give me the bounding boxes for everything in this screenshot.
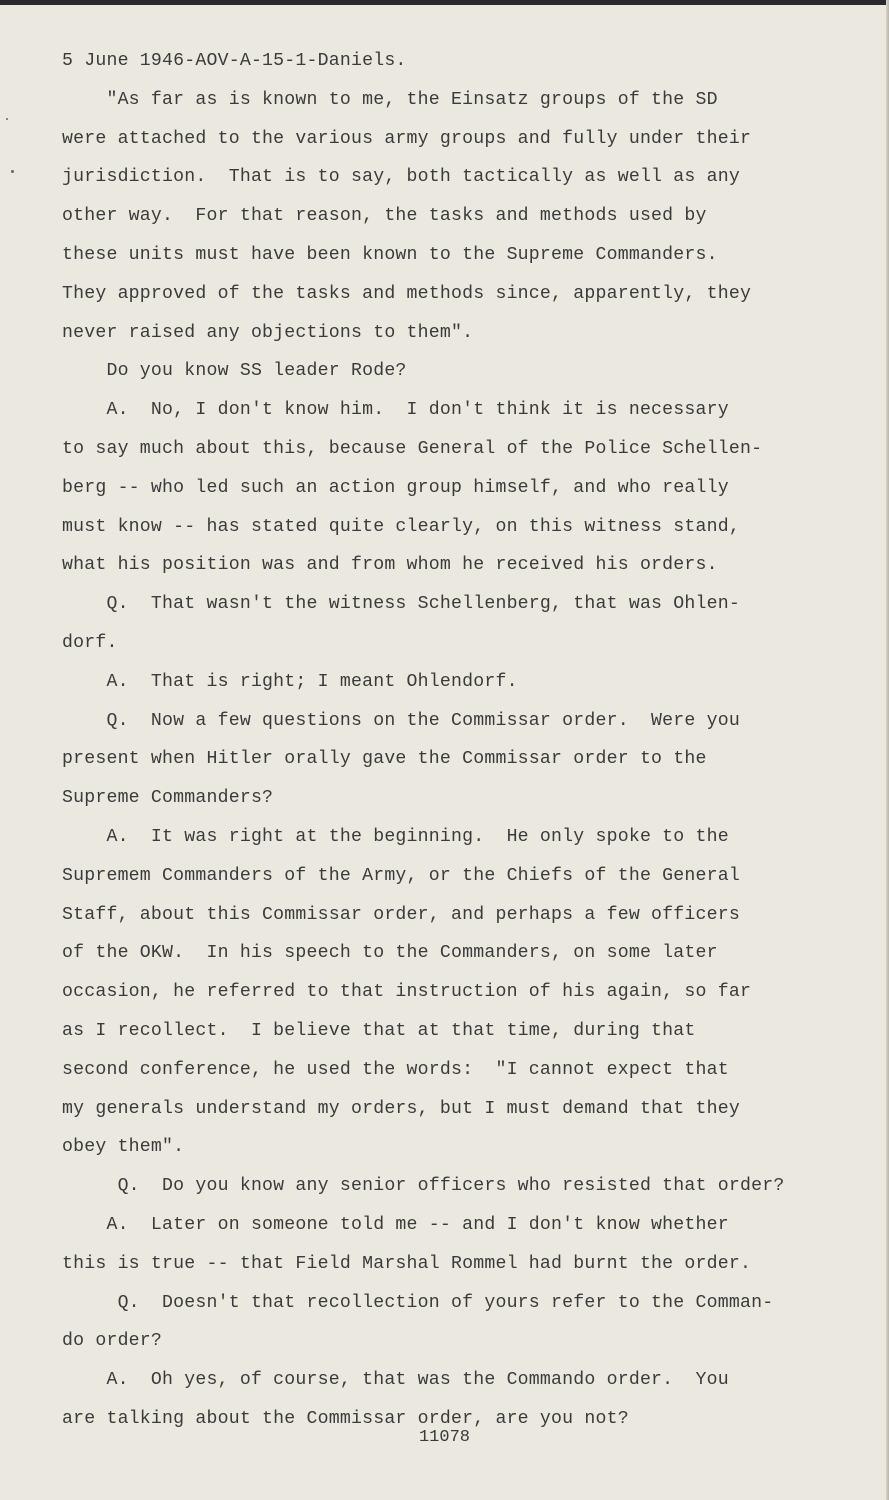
transcript-line: Staff, about this Commissar order, and perhaps a few officers	[62, 904, 740, 925]
transcript-line: dorf.	[62, 632, 118, 653]
transcript-line: occasion, he referred to that instruction of his again, so far	[62, 982, 752, 1003]
transcript-line: were attached to the various army groups and fully under their	[62, 128, 752, 149]
transcript-line: Q. Now a few questions on the Commissar order. Were you	[62, 710, 740, 731]
page-number: 11078	[418, 1428, 470, 1447]
transcript-line: They approved of the tasks and methods since, apparently, they	[62, 283, 752, 304]
transcript-line: Q. Do you know any senior officers who resisted that order?	[62, 1176, 785, 1197]
transcript-line: A. It was right at the beginning. He only spoke to the	[62, 826, 729, 847]
transcript-line: to say much about this, because General of the Police Schellen-	[62, 438, 763, 459]
transcript-line: never raised any objections to them".	[62, 322, 474, 343]
transcript-line: do order?	[62, 1331, 163, 1352]
transcript-line: must know -- has stated quite clearly, on this witness stand,	[62, 516, 740, 537]
transcript-line: Supreme Commanders?	[62, 788, 274, 809]
transcript-line: as I recollect. I believe that at that time, during that	[62, 1020, 696, 1041]
transcript-line: A. No, I don't know him. I don't think it is necessary	[62, 400, 729, 421]
transcript-line: obey them".	[62, 1137, 185, 1158]
transcript-line: of the OKW. In his speech to the Commanders, on some later	[62, 943, 718, 964]
transcript-line: present when Hitler orally gave the Commissar order to the	[62, 749, 707, 770]
transcript-line: berg -- who led such an action group himself, and who really	[62, 477, 729, 498]
transcript-line: Q. That wasn't the witness Schellenberg, that was Ohlen-	[62, 594, 740, 615]
transcript-line: these units must have been known to the Supreme Commanders.	[62, 244, 718, 265]
transcript-body	[62, 42, 862, 1439]
margin-mark	[6, 118, 8, 120]
transcript-line: other way. For that reason, the tasks and methods used by	[62, 206, 707, 227]
transcript-line: A. Later on someone told me -- and I don't know whether	[62, 1214, 729, 1235]
transcript-line: jurisdiction. That is to say, both tactically as well as any	[62, 167, 740, 188]
page-top-edge	[0, 0, 889, 5]
transcript-line: A. Oh yes, of course, that was the Commando order. You	[62, 1370, 729, 1391]
transcript-line: my generals understand my orders, but I must demand that they	[62, 1098, 740, 1119]
transcript-line: A. That is right; I meant Ohlendorf.	[62, 671, 518, 692]
transcript-line: Supremem Commanders of the Army, or the Chiefs of the General	[62, 865, 740, 886]
margin-mark	[11, 170, 14, 173]
transcript-line: Q. Doesn't that recollection of yours refer to the Comman-	[62, 1292, 774, 1313]
transcript-line: Do you know SS leader Rode?	[62, 361, 407, 382]
transcript-line: second conference, he used the words: "I cannot expect that	[62, 1059, 729, 1080]
transcript-line: "As far as is known to me, the Einsatz groups of the SD	[62, 89, 718, 110]
transcript-line: are talking about the Commissar order, are you not?	[62, 1408, 629, 1429]
transcript-line: this is true -- that Field Marshal Rommel had burnt the order.	[62, 1253, 752, 1274]
transcript-line: what his position was and from whom he received his orders.	[62, 555, 718, 576]
transcript-line: 5 June 1946-AOV-A-15-1-Daniels.	[62, 51, 407, 71]
